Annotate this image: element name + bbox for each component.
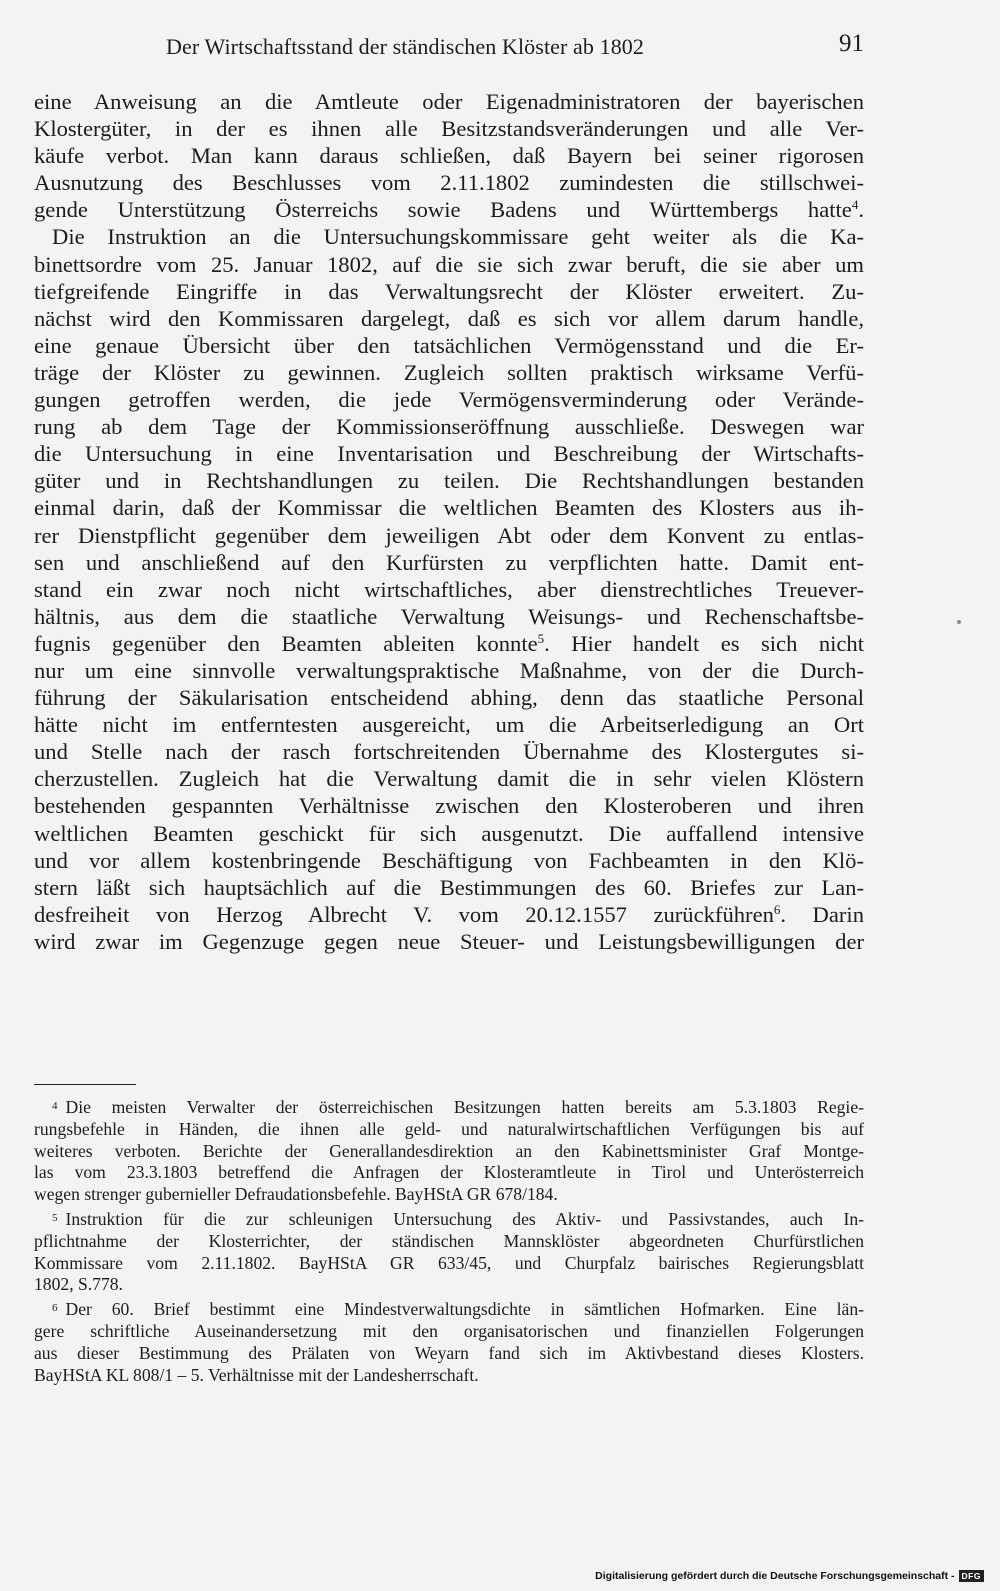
text-line: gungen getroffen werden, die jede Vermögensverminderung oder Verände-	[34, 387, 864, 413]
text-segment: Der 60. Brief bestimmt eine Mindestverwaltungsdichte in sämtlichen Hofmarken. Eine län-	[65, 1299, 864, 1320]
text-line	[34, 901, 864, 928]
footnote-line: las vom 23.3.1803 betreffend die Anfragen der Klosteramtleute in Tirol und Unterösterreich	[34, 1162, 864, 1183]
text-line: weltlichen Beamten geschickt für sich ausgenutzt. Die auffallend intensive	[34, 820, 864, 846]
text-line: eine Anweisung an die Amtleute oder Eigenadministratoren der bayerischen	[34, 89, 864, 114]
text-line: tiefgreifende Eingriffe in das Verwaltungsrecht der Klöster erweitert. Zu-	[34, 278, 864, 304]
text-line: rer Dienstpflicht gegenüber dem jeweiligen Abt oder dem Konvent zu entlas-	[34, 522, 864, 548]
text-line: stand ein zwar noch nicht wirtschaftliches, aber dienstrechtliches Treuever-	[34, 576, 864, 602]
text-line: nächst wird den Kommissaren dargelegt, daß es sich vor allem darum handle,	[34, 305, 864, 331]
footnote-line: pflichtnahme der Klosterrichter, der ständischen Mannsklöster abgeordneten Churfürstlichen	[34, 1230, 864, 1251]
text-line: gende Unterstützung Österreichs sowie Badens und Württembergs hatte$^4$.	[34, 197, 864, 223]
dfg-logo: DFG	[959, 1570, 984, 1582]
footnote-line: 1802, S.778.	[34, 1274, 123, 1295]
running-head: Der Wirtschaftsstand der ständischen Klöster ab 1802	[166, 34, 645, 59]
text-segment: gende Unterstützung Österreichs sowie Badens und Württembergs hatte	[34, 197, 852, 223]
text-line: führung der Säkularisation entscheidend abhing, denn das staatliche Personal	[34, 685, 864, 711]
footnote-number: 6	[52, 1302, 58, 1315]
text-line: Klostergüter, in der es ihnen alle Besitzstandsveränderungen und alle Ver-	[34, 116, 864, 142]
scan-speck	[957, 620, 961, 624]
text-line: hätte nicht im entferntesten ausgereicht, um die Arbeitserledigung an Ort	[34, 712, 864, 738]
page-header	[34, 30, 864, 64]
text-line: käufe verbot. Man kann daraus schließen, daß Bayern bei seiner rigorosen	[34, 143, 864, 169]
footnote-ref-6: 6	[773, 901, 781, 917]
footnote-line	[34, 1097, 864, 1119]
text-line	[34, 630, 864, 657]
text-line: hältnis, aus dem die staatliche Verwaltung Weisungs- und Rechenschaftsbe-	[34, 603, 864, 629]
footnotes	[34, 1097, 864, 1386]
footnote-line: Kommissare vom 2.11.1802. BayHStA GR 633/45, und Churpfalz bairisches Regierungsblatt	[34, 1252, 864, 1273]
text-line: nur um eine sinnvolle verwaltungspraktische Maßnahme, von der die Durch-	[34, 657, 864, 683]
footnote-line: gere schriftliche Auseinandersetzung mit den organisatorischen und finanziellen Folgerungen	[34, 1320, 864, 1341]
footnote-5	[34, 1209, 864, 1296]
text-line: wird zwar im Gegenzuge gegen neue Steuer- und Leistungsbewilligungen der	[34, 928, 864, 954]
footnote-line: aus dieser Bestimmung des Prälaten von Weyarn fand sich im Aktivbestand dieses Klosters.	[34, 1342, 864, 1363]
footnote-number: 4	[52, 1100, 58, 1112]
footnote-rule	[34, 1084, 136, 1085]
text-line: träge der Klöster zu gewinnen. Zugleich sollten praktisch wirksame Verfü-	[34, 359, 864, 385]
text-segment: Die meisten Verwalter der österreichischen Besitzungen hatten bereits am 5.3.1803 Regie-	[65, 1097, 864, 1117]
footnote-4	[34, 1097, 864, 1206]
body-text	[34, 88, 864, 955]
text-line: die Untersuchung in eine Inventarisation und Beschreibung der Wirtschafts-	[34, 441, 864, 467]
footnote-line: rungsbefehle in Händen, die ihnen alle geld- und naturalwirtschaftlichen Verfügungen bis auf	[34, 1118, 864, 1139]
text-segment: desfreiheit von Herzog Albrecht V. vom 20.12.1557 zurückführen	[34, 901, 774, 927]
footnote-line: wegen strenger gubernieller Defraudationsbefehle. BayHStA GR 678/184.	[34, 1184, 558, 1205]
text-line: und vor allem kostenbringende Beschäftigung von Fachbeamten in den Klö-	[34, 847, 864, 873]
text-segment: . Darin	[780, 901, 864, 927]
text-segment: Instruktion für die zur schleunigen Untersuchung des Aktiv- und Passivstandes, auch In-	[65, 1208, 864, 1229]
text-line: güter und in Rechtshandlungen zu teilen. Die Rechtshandlungen bestanden	[34, 468, 864, 494]
digitization-credit	[595, 1570, 984, 1582]
text-line: stern läßt sich hauptsächlich auf die Bestimmungen des 60. Briefes zur Lan-	[34, 874, 864, 900]
text-line: einmal darin, daß der Kommissar die weltlichen Beamten des Klosters aus ih-	[34, 495, 864, 521]
text-segment: . Hier handelt es sich nicht	[544, 630, 864, 656]
footnote-6	[34, 1299, 864, 1386]
footnote-line	[34, 1209, 864, 1231]
text-line: Die Instruktion an die Untersuchungskommissare geht weiter als die Ka-	[52, 224, 864, 250]
text-line: rung ab dem Tage der Kommissionseröffnung ausschließe. Deswegen war	[34, 414, 864, 440]
text-line: Ausnutzung des Beschlusses vom 2.11.1802 zumindesten die stillschwei-	[34, 170, 864, 196]
page-number: 91	[839, 30, 864, 57]
text-line: sen und anschließend auf den Kurfürsten zu verpflichten hatte. Damit ent-	[34, 549, 864, 575]
text-line: cherzustellen. Zugleich hat die Verwaltung damit die in sehr vielen Klöstern	[34, 766, 864, 792]
text-line: und Stelle nach der rasch fortschreitenden Übernahme des Klostergutes si-	[34, 739, 864, 765]
credit-text: Digitalisierung gefördert durch die Deutsche Forschungsgemeinschaft -	[595, 1570, 955, 1582]
footnote-ref-4: 4	[851, 197, 859, 213]
footnote-line: BayHStA KL 808/1 – 5. Verhältnisse mit der Landesherrschaft.	[34, 1364, 479, 1385]
footnote-line	[34, 1299, 864, 1321]
text-line: bestehenden gespannten Verhältnisse zwischen den Klosteroberen und ihren	[34, 793, 864, 819]
footnote-line: weiteres verboten. Berichte der Generallandesdirektion an den Kabinettsminister Graf Montge-	[34, 1140, 864, 1161]
footnote-ref-5: 5	[537, 630, 545, 646]
footnote-number: 5	[52, 1211, 58, 1224]
text-line: binettsordre vom 25. Januar 1802, auf die sie sich zwar beruft, die sie aber um	[34, 251, 864, 277]
text-line: eine genaue Übersicht über den tatsächlichen Vermögensstand und die Er-	[34, 332, 864, 358]
text-segment: fugnis gegenüber den Beamten ableiten konnte	[34, 630, 538, 656]
